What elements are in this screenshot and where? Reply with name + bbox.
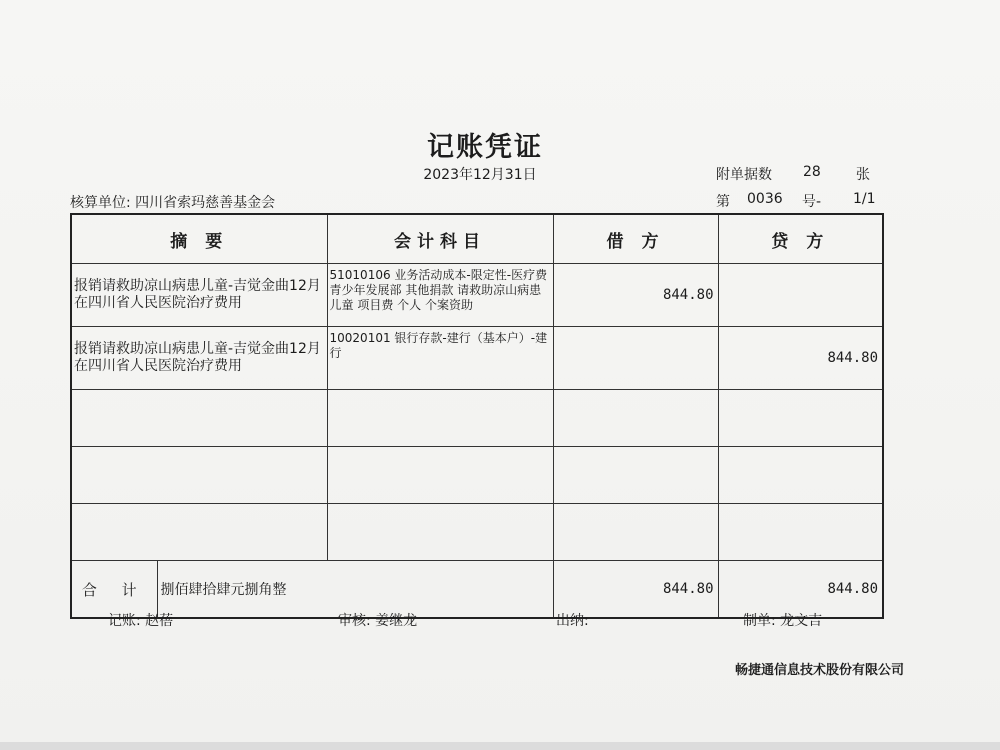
software-company: 畅捷通信息技术股份有限公司 [735, 663, 905, 678]
column-credit: 贷 方 [718, 214, 883, 264]
entry-summary: 报销请救助凉山病患儿童-吉觉金曲12月在四川省人民医院治疗费用 [71, 264, 327, 327]
total-debit: 844.80 [553, 561, 718, 619]
page-fraction: 1/1 [853, 191, 876, 207]
attachments-label: 附单据数 [716, 167, 772, 183]
voucher-title: 记账凭证 [427, 132, 543, 163]
empty-cell [71, 390, 327, 447]
empty-cell [327, 447, 553, 504]
attachments-unit: 张 [856, 167, 870, 183]
total-amount-in-words: 捌佰肆拾肆元捌角整 [157, 561, 553, 619]
cashier-signature: 出纳: [556, 613, 589, 629]
bookkeeper-signature: 记账: 赵蓓 [108, 613, 174, 629]
empty-cell [718, 447, 883, 504]
column-debit: 借 方 [553, 214, 718, 264]
column-account: 会计科目 [327, 214, 553, 264]
accounting-unit: 核算单位: 四川省索玛慈善基金会 [70, 195, 276, 211]
empty-cell [553, 390, 718, 447]
total-label: 合 计 [71, 561, 157, 619]
scan-edge-shadow [0, 742, 1000, 750]
table-row-empty [71, 447, 883, 504]
empty-cell [718, 390, 883, 447]
empty-cell [718, 504, 883, 561]
entry-debit [553, 327, 718, 390]
entry-account: 51010106 业务活动成本-限定性-医疗费 青少年发展部 其他捐款 请救助凉山病患儿童 项目费 个人 个案资助 [327, 264, 553, 327]
attachments-count: 28 [803, 164, 821, 180]
table-row [71, 264, 883, 327]
empty-cell [553, 504, 718, 561]
voucher-number: 0036 [747, 191, 783, 207]
voucher-number-suffix: 号- [802, 194, 822, 210]
table-header-row [71, 214, 883, 264]
voucher-date: 2023年12月31日 [423, 167, 537, 183]
table-row-empty [71, 390, 883, 447]
empty-cell [71, 447, 327, 504]
entry-summary: 报销请救助凉山病患儿童-吉觉金曲12月在四川省人民医院治疗费用 [71, 327, 327, 390]
preparer-signature: 制单: 龙文吉 [743, 613, 823, 629]
voucher-table [70, 213, 884, 619]
empty-cell [327, 504, 553, 561]
empty-cell [553, 447, 718, 504]
entry-credit: 844.80 [718, 327, 883, 390]
reviewer-signature: 审核: 姜继龙 [338, 613, 418, 629]
column-summary: 摘 要 [71, 214, 327, 264]
entry-account: 10020101 银行存款-建行（基本户）-建行 [327, 327, 553, 390]
empty-cell [71, 504, 327, 561]
entry-credit [718, 264, 883, 327]
table-row [71, 327, 883, 390]
voucher-number-prefix: 第 [716, 194, 730, 210]
total-credit: 844.80 [718, 561, 883, 619]
empty-cell [327, 390, 553, 447]
entry-debit: 844.80 [553, 264, 718, 327]
table-row-empty [71, 504, 883, 561]
